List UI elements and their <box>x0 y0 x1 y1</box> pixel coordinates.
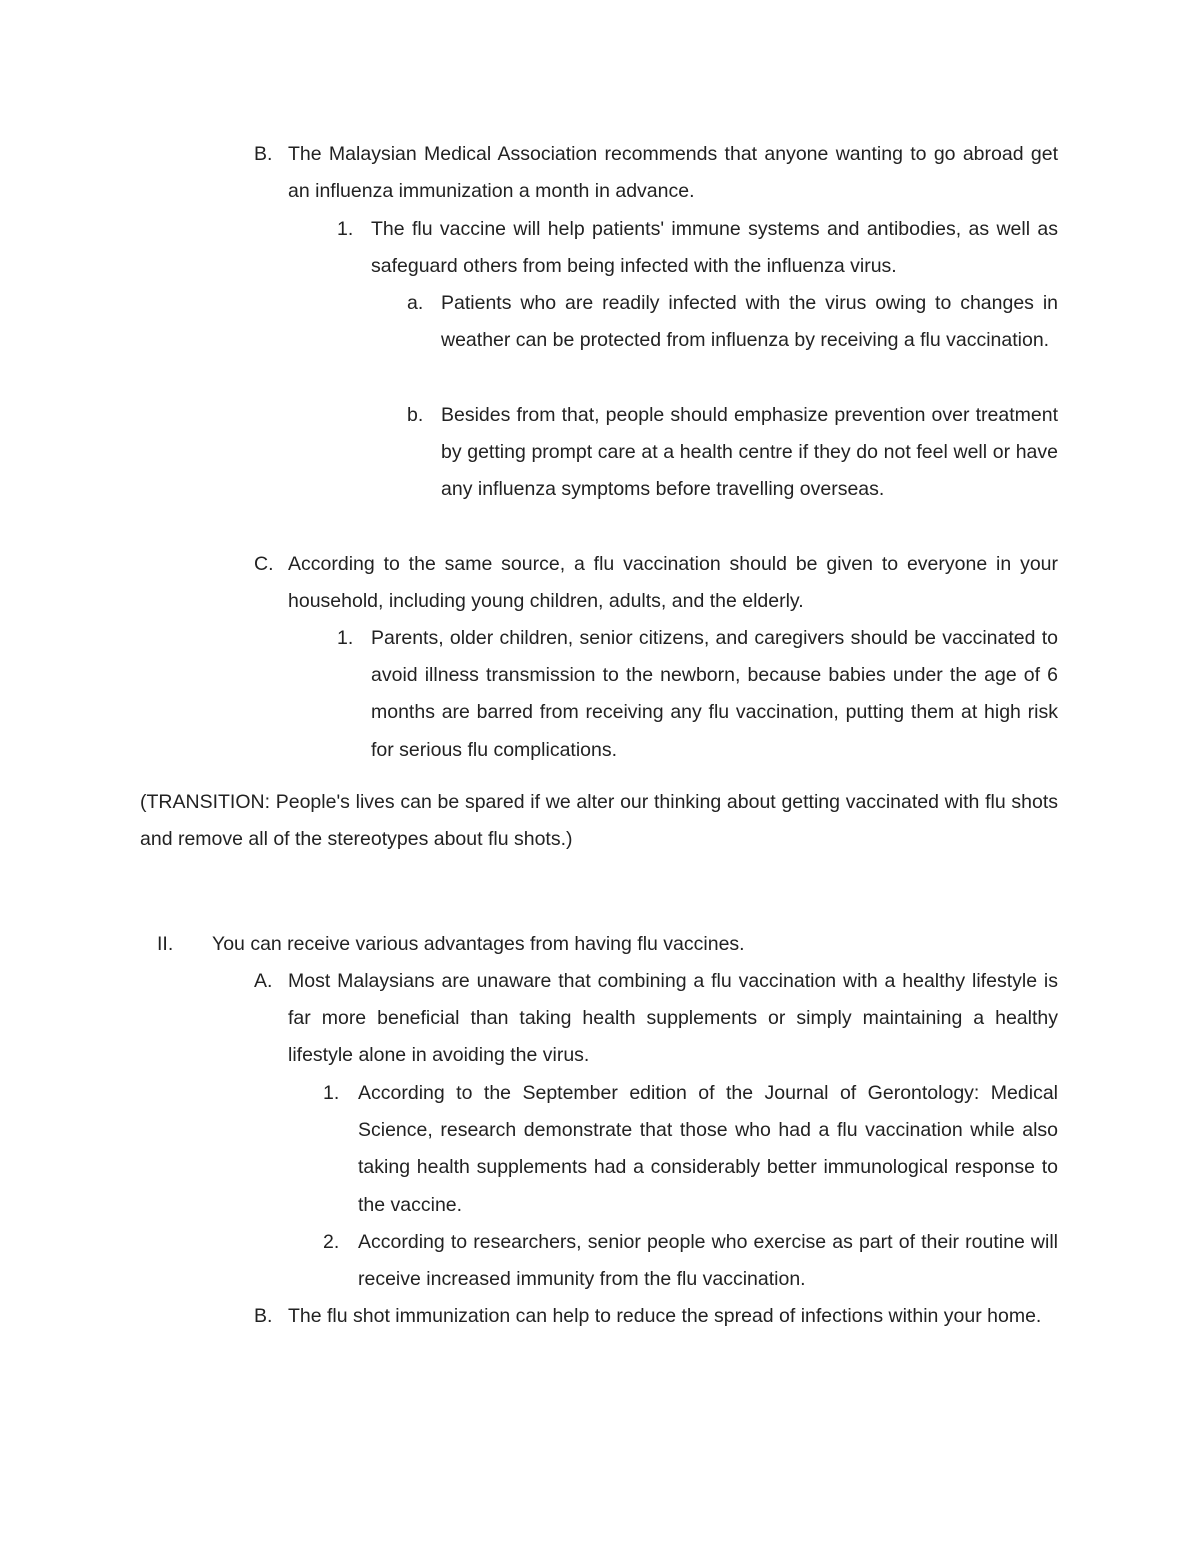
outline-item-C: According to the same source, a flu vaccination should be given to everyone in your household, including young children, adults, and the elderly. <box>288 553 1058 613</box>
outline-marker-II-A: A. <box>254 970 273 992</box>
outline-item-B: The Malaysian Medical Association recommends that anyone wanting to go abroad get an influenza immunization a month in advance. <box>288 143 1058 203</box>
outline-marker-II: II. <box>157 933 174 955</box>
outline-item-II-A-1: According to the September edition of the Journal of Gerontology: Medical Science, research demonstrate that those who had a flu vaccination while also taking health supplements had a considerably better immunological response to the vaccine. <box>358 1082 1058 1216</box>
outline-marker-B-1-b: b. <box>407 404 424 426</box>
outline-marker-B-1: 1. <box>337 218 354 240</box>
outline-item-II-A: Most Malaysians are unaware that combining a flu vaccination with a healthy lifestyle is far more beneficial than taking health supplements or simply maintaining a healthy lifestyle alone in avoiding the virus. <box>288 970 1058 1067</box>
outline-item-C-1: Parents, older children, senior citizens, and caregivers should be vaccinated to avoid illness transmission to the newborn, because babies under the age of 6 months are barred from receiving any flu vaccination, putting them at high risk for serious flu complications. <box>371 627 1058 761</box>
outline-marker-B-1-a: a. <box>407 292 424 314</box>
outline-item-B-1-a: Patients who are readily infected with the virus owing to changes in weather can be protected from influenza by receiving a flu vaccination. <box>441 292 1058 352</box>
outline-marker-II-B: B. <box>254 1305 273 1327</box>
outline-item-II-B: The flu shot immunization can help to reduce the spread of infections within your home. <box>288 1305 1042 1327</box>
outline-marker-II-A-2: 2. <box>323 1231 340 1253</box>
outline-marker-II-A-1: 1. <box>323 1082 340 1104</box>
outline-marker-C: C. <box>254 553 274 575</box>
transition-paragraph: (TRANSITION: People's lives can be spared if we alter our thinking about getting vaccinated with flu shots and remove all of the stereotypes about flu shots.) <box>140 791 1058 851</box>
outline-item-B-1-b: Besides from that, people should emphasize prevention over treatment by getting prompt care at a health centre if they do not feel well or have any influenza symptoms before travelling overseas. <box>441 404 1058 501</box>
outline-item-II: You can receive various advantages from having flu vaccines. <box>212 933 745 955</box>
outline-marker-C-1: 1. <box>337 627 354 649</box>
outline-marker-B: B. <box>254 143 273 165</box>
outline-item-II-A-2: According to researchers, senior people who exercise as part of their routine will receive increased immunity from the flu vaccination. <box>358 1231 1058 1291</box>
outline-item-B-1: The flu vaccine will help patients' immune systems and antibodies, as well as safeguard others from being infected with the influenza virus. <box>371 218 1058 278</box>
